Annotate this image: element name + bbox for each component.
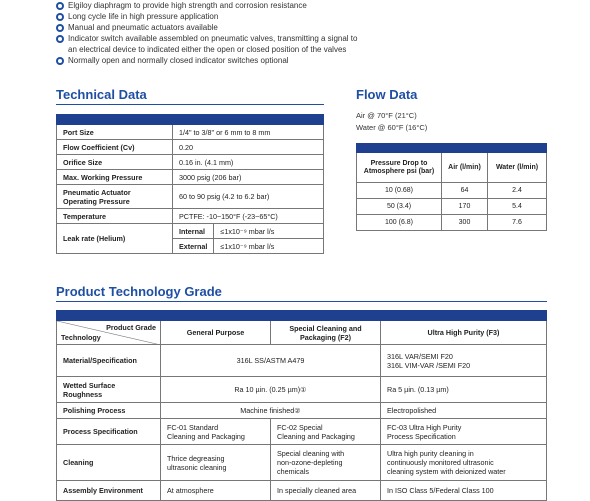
table-row: Cleaning Thrice degreasing ultrasonic cleaning Special cleaning with non-ozone-depleting chemicals Ultra high purity cleaning in continuously monitored ultrasonic cleaning system with deionized water	[57, 445, 547, 481]
table-row: Pneumatic Actuator Operating Pressure 60 to 90 psig (4.2 to 6.2 bar)	[57, 185, 324, 209]
product-grade-table	[56, 310, 547, 501]
bullet-continuation: an electrical device to indicated either the open or closed position of the valves	[68, 45, 347, 54]
feature-bullets	[56, 0, 436, 66]
table-row: Assembly Environment At atmosphere In specially cleaned area In ISO Class 5/Federal Class 100	[57, 481, 547, 501]
technical-data-heading: Technical Data	[56, 87, 147, 102]
table-column-headers: Pressure Drop to Atmosphere psi (bar) Air (l/min) Water (l/min)	[357, 153, 547, 183]
table-row: External ≤1x10⁻⁹ mbar l/s	[57, 239, 324, 254]
table-row: Max. Working Pressure 3000 psig (206 bar)	[57, 170, 324, 185]
bullet-item: Elgiloy diaphragm to provide high strength and corrosion resistance	[56, 0, 436, 11]
technical-rule	[56, 104, 324, 105]
flow-air-note: Air @ 70°F (21°C)	[356, 111, 417, 120]
table-row: Process Specification FC-01 Standard Cleaning and Packaging FC-02 Special Cleaning and Packaging FC-03 Ultra High Purity Process Specification	[57, 419, 547, 445]
table-row: Port Size 1/4" to 3/8" or 6 mm to 8 mm	[57, 125, 324, 140]
bullet-icon	[56, 13, 64, 21]
table-row: Leak rate (Helium) Internal ≤1x10⁻⁹ mbar l/s	[57, 224, 324, 239]
bullet-icon	[56, 24, 64, 32]
table-row: 50 (3.4) 170 5.4	[357, 199, 547, 215]
corner-header: Product Grade Technology	[57, 321, 161, 345]
table-row: Orifice Size 0.16 in. (4.1 mm)	[57, 155, 324, 170]
table-row: 10 (0.68) 64 2.4	[357, 183, 547, 199]
bullet-item: Indicator switch available assembled on pneumatic valves, transmitting a signal to	[56, 33, 436, 44]
product-rule	[56, 301, 547, 302]
table-row: Wetted Surface Roughness Ra 10 µin. (0.25 µm)① Ra 5 µin. (0.13 µm)	[57, 377, 547, 403]
flow-water-note: Water @ 60°F (16°C)	[356, 123, 428, 132]
table-header-bar	[357, 144, 547, 153]
table-row: 100 (6.8) 300 7.6	[357, 215, 547, 231]
bullet-icon	[56, 57, 64, 65]
technical-data-table	[56, 114, 324, 254]
table-header-bar	[57, 311, 547, 321]
bullet-item: Long cycle life in high pressure application	[56, 11, 436, 22]
table-row: Polishing Process Machine finished② Electropolished	[57, 403, 547, 419]
bullet-icon	[56, 2, 64, 10]
flow-data-heading: Flow Data	[356, 87, 418, 102]
product-grade-heading: Product Technology Grade	[56, 284, 222, 299]
table-row: Flow Coefficient (Cv) 0.20	[57, 140, 324, 155]
bullet-item: Normally open and normally closed indicator switches optional	[56, 55, 436, 66]
table-column-headers: Product Grade Technology General Purpose Special Cleaning and Packaging (F2) Ultra High Purity (F3)	[57, 321, 547, 345]
bullet-item: Manual and pneumatic actuators available	[56, 22, 436, 33]
table-header-bar	[57, 115, 324, 125]
flow-data-table	[356, 143, 547, 231]
table-row: Temperature PCTFE: -10~150°F (-23~65°C)	[57, 209, 324, 224]
bullet-icon	[56, 35, 64, 43]
table-row: Material/Specification 316L SS/ASTM A479 316L VAR/SEMI F20 316L VIM-VAR /SEMI F20	[57, 345, 547, 377]
